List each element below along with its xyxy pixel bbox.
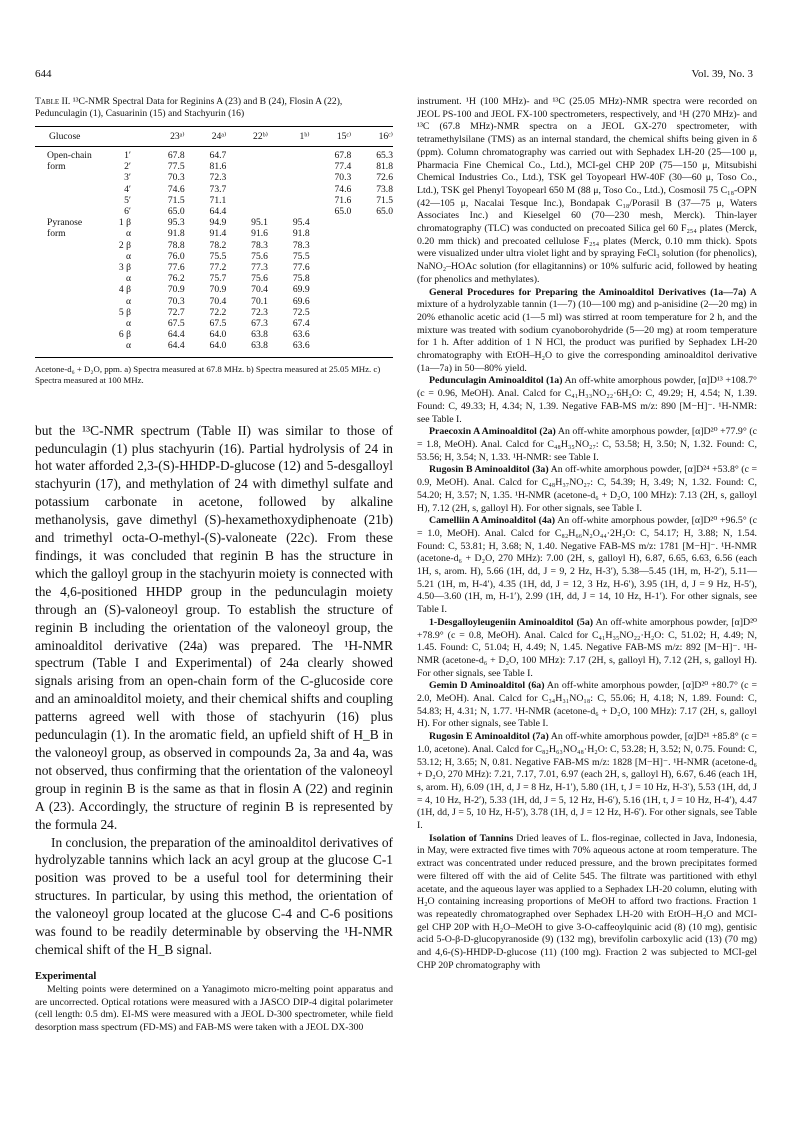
- table-row: [35, 228, 393, 239]
- paragraph-title: Camelliin A Aminoalditol (4a): [429, 515, 556, 527]
- table-cell: 6 β: [118, 329, 131, 341]
- table-cell: [351, 340, 393, 357]
- paragraph-text: An off-white amorphous powder, [α]D²⁰ +78.9° (c = 0.8, MeOH). Anal. Calcd for C₄₁H₃₅NO₂₂·H₂O: C, 51.02; H, 4.49; N, 1.45. Found: C, 51.04; H, 4.49; N, 1.45. Negative FAB-MS m/z: 892 [M−H]⁻. ¹H-NMR (acetone-d₆ + D₂O, 100 MHz): 7.17 (2H, s, galloyl H), 7.12 (2H, s, galloyl H). For other signals, see Table I.: [417, 616, 757, 679]
- table-column-header: 22ᵇ⁾: [226, 127, 268, 147]
- table-cell: [268, 195, 310, 206]
- table-cell: [351, 329, 393, 340]
- table-cell: [226, 172, 268, 183]
- table-cell: 81.8: [376, 161, 393, 173]
- paragraph-text: A mixture of a hydrolyzable tannin (1—7) (10—100 mg) and p-anisidine (2—20 mg) in 20% ethanolic acetic acid (1—5 ml) was stirred at room temperature for 2 h, and the mixture was treated with sodium cyanoborohydride (5—20 mg) at room temperature for 1 h. After addition of 1 N HCl, the product was purified by Sephadex LH-20 chromatography with EtOH–H₂O to give the corresponding aminoalditol derivative (1a—7a) in 50—80% yield.: [417, 286, 758, 374]
- table-cell: 6′: [124, 206, 131, 218]
- table-cell: [310, 296, 352, 307]
- paragraph-text: An off-white amorphous powder, [α]D²⁴ +53.8° (c = 0.9, MeOH). Anal. Calcd for C₄₈H₃₇NO₂₇: C, 54.39; H, 3.49; N, 1.32. Found: C, 54.20; H, 3.57; N, 1.35. ¹H-NMR (acetone-d₆ + D₂O, 100 MHz): 7.13 (2H, s, galloyl H), 7.12 (2H, s, galloyl H). For other signals, see Table I.: [417, 464, 758, 514]
- table-cell: α: [125, 250, 131, 262]
- experimental-paragraph: [417, 680, 757, 731]
- table-cell: 64.4: [167, 329, 185, 341]
- table-cell: 70.3: [167, 172, 185, 184]
- table-cell: 77.4: [334, 161, 352, 173]
- table-cell: 91.6: [251, 228, 268, 240]
- table-cell: [351, 284, 393, 295]
- table-cell: [310, 318, 352, 329]
- table-caption-label: Table II.: [35, 96, 71, 107]
- table-cell: 75.6: [251, 273, 268, 285]
- table-cell: [310, 240, 352, 251]
- table-cell: 64.4: [143, 340, 185, 357]
- table-cell: 65.3: [376, 150, 393, 161]
- table-row: [35, 329, 393, 340]
- table-cell: [35, 195, 107, 206]
- table-cell: 71.6: [334, 194, 352, 206]
- table-cell: 70.1: [251, 295, 268, 307]
- paragraph-title: Praecoxin A Aminoalditol (2a): [429, 426, 556, 438]
- table-cell: 73.8: [376, 183, 393, 195]
- table-cell: 72.7: [167, 306, 185, 318]
- paragraph-title: Pedunculagin Aminoalditol (1a): [429, 375, 563, 387]
- table-cell: 3 β: [118, 262, 131, 274]
- paragraph-text: Dried leaves of L. flos-reginae, collected in Java, Indonesia, in May, were extracted five times with 70% aqueous actone at room temperature. The extract was concentrated under reduced pressure, and the brown precipitates formed were filtered off with the aid of Celite 545. The filtrate was partitioned with ethyl acetate, and the aqueous layer was applied to a Sephadex LH-20 column, eluting with H₂O containing increasing proportions of MeOH to afford two fractions. Fraction 1 was repeatedly chromatographed over Sephadex LH-20 with EtOH–H₂O and MCI-gel CHP 20P with H₂O–MeOH to give 3-O-caffeoylquinic acid (8) (10 mg), gentisic acid 5-O-β-D-glucopyranoside (9) (132 mg), brevifolin carboxylic acid (13) (70 mg) and 4,6-(S)-HHDP-D-glucose (11) (100 mg). Fraction 2 was subjected to MCI-gel CHP 20P chromatography with: [417, 832, 758, 971]
- table-cell: 78.3: [251, 239, 268, 251]
- experimental-text: [35, 984, 393, 1035]
- table-cell: [268, 161, 310, 172]
- table-cell: [268, 184, 310, 195]
- table-cell: [226, 184, 268, 195]
- table-cell: 2 β: [118, 239, 131, 251]
- table-cell: 91.8: [292, 228, 310, 240]
- paragraph: but the ¹³C-NMR spectrum (Table II) was similar to those of pedunculagin (1) plus stachyurin (16). Partial hydrolysis of 24 in hot water afforded 2,3-(S)-HHDP-D-glucose (12) and 5-desgalloyl stachyurin (17), and methylation of 24 with dimethyl sulfate and potassium carbonate in acetone, followed by alkaline methanolysis, gave dimethyl (S)-hexamethoxydiphenoate (21b) and trimethyl octa-O-methyl-(S)-valoneate (22c). From these findings, it was concluded that reginin B has the structure in which the galloyl group in the stachyurin moiety is connected with the 4,6-positioned HHDP group in the pedunculagin moiety through an (S)-valoneoyl group. To establish the structure of reginin B including the orientation of the valoneoyl group, the aminoalditol derivative (24a) was prepared. The ¹H-NMR spectrum (Table I and Experimental) of 24a clearly showed signals arising from an open-chain form of the C-glucoside core and an aminoalditol moiety, and their chemical shifts and coupling patterns agreed well with those of stachyurin (16) plus pedunculagin (1). In the aromatic field, an upfield shift of H_B in the valoneoyl group, as observed in compounds 2a, 3a and 4a, was not observed, thus confirming that the orientation of the valoneoyl group in reginin B is the same as that in flosin A (22) and reginin A (23). Accordingly, the structure of reginin B is represented by the formula 24.: [35, 422, 393, 832]
- table-cell: 72.6: [376, 172, 393, 184]
- experimental-paragraph: [417, 833, 757, 973]
- paragraph-title: Rugosin B Aminoalditol (3a): [429, 464, 549, 476]
- discussion-text: [35, 422, 393, 959]
- experimental-heading: Experimental: [35, 970, 97, 982]
- table-cell: 75.8: [292, 273, 310, 285]
- table-cell: 77.2: [209, 262, 227, 274]
- table-cell: [35, 329, 107, 340]
- table-cell: [268, 147, 310, 162]
- table-cell: 4′: [124, 183, 131, 195]
- table-cell: [35, 184, 107, 195]
- paragraph-title: 1-Desgalloyleugeniin Aminoalditol (5a): [429, 616, 594, 628]
- paragraph-title: Gemin D Aminoalditol (6a): [429, 680, 545, 692]
- table-cell: [351, 307, 393, 318]
- table-cell: 72.5: [292, 306, 310, 318]
- table-cell: 94.9: [209, 217, 227, 229]
- table-cell: α: [125, 228, 131, 240]
- paragraph-text: An off-white amorphous powder, [α]D²⁰ +96.5° (c = 1.0, MeOH). Anal. Calcd for C₈₂H₆₆N₂O₄₄·2H₂O: C, 54.17; H, 3.88; N, 1.54. Found: C, 53.81; H, 3.68; N, 1.40. Negative FAB-MS m/z: 1781 [M−H]⁻. ¹H-NMR (acetone-d₆ + D₂O, 270 MHz): 7.00 (2H, s, galloyl H), 6.87, 6.65, 6.63, 6.56 (each 1H, s, arom. H), 5.66 (1H, dd, J = 9, 2 Hz, H-3′), 5.38—5.45 (1H, m, H-2′), 5.11—5.21 (1H, m, H-4′), 4.35 (1H, dd, J = 12, 3 Hz, H-6′), 3.95 (1H, d, J = 9 Hz, H-5′), 4.50—3.60 (1H, m, H-1′), 2.99 (1H, dd, J = 14, 10 Hz, H-1′). For other signals, see Table I.: [417, 515, 757, 616]
- table-cell: [310, 251, 352, 262]
- table-cell: 71.1: [209, 194, 227, 206]
- table-cell: 64.0: [209, 329, 227, 341]
- table-cell: Pyranose: [47, 217, 83, 229]
- table-header-row: [35, 127, 393, 147]
- table-cell: 75.5: [209, 250, 227, 262]
- table-cell: 5 β: [118, 306, 131, 318]
- table-cell: 81.6: [209, 161, 227, 173]
- table-cell: 3′: [124, 172, 131, 184]
- table-cell: [35, 340, 107, 357]
- table-cell: 70.3: [167, 295, 185, 307]
- table-cell: [35, 206, 107, 217]
- table-cell: [35, 296, 107, 307]
- table-cell: 67.8: [334, 150, 352, 161]
- table-column-header: 23ᵃ⁾: [143, 127, 185, 147]
- experimental-paragraph: [417, 515, 757, 617]
- table-cell: 67.5: [209, 318, 227, 330]
- table-cell: 77.6: [292, 262, 310, 274]
- table-cell: [351, 228, 393, 239]
- table-row: [35, 161, 393, 172]
- table-cell: [226, 195, 268, 206]
- table-cell: 63.8: [226, 340, 268, 357]
- paragraph-text: An off-white amorphous powder, [α]D¹³ +108.7° (c = 0.96, MeOH). Anal. Calcd for C₄₁H₃₃NO₂₂·6H₂O: C, 49.29; H, 4.54; N, 1.39. Found: C, 49.33; H, 4.34; N, 1.39. Negative FAB-MS m/z: 890 [M−H]⁻. ¹H-NMR: see Table I.: [417, 375, 757, 425]
- table-cell: 91.8: [167, 228, 185, 240]
- table-cell: [226, 206, 268, 217]
- table-cell: 78.2: [209, 239, 227, 251]
- table-cell: 76.2: [167, 273, 185, 285]
- table-cell: Open-chain: [47, 150, 92, 161]
- table-cell: 77.5: [167, 161, 185, 173]
- table-cell: 91.4: [209, 228, 227, 240]
- table-row: [35, 296, 393, 307]
- table-column-header: [107, 127, 143, 147]
- table-cell: 78.3: [292, 239, 310, 251]
- table-cell: [35, 284, 107, 295]
- table-cell: 63.6: [268, 340, 310, 357]
- table-cell: [310, 329, 352, 340]
- table-cell: 67.8: [167, 150, 185, 161]
- table-cell: [35, 273, 107, 284]
- table-cell: [351, 318, 393, 329]
- table-cell: 1 β: [118, 217, 131, 229]
- journal-volume: Vol. 39, No. 3: [691, 68, 753, 80]
- table-row: [35, 172, 393, 183]
- table-row: [35, 284, 393, 295]
- experimental-paragraph: [417, 617, 757, 681]
- table-cell: 75.5: [292, 250, 310, 262]
- table-cell: 5′: [124, 194, 131, 206]
- experimental-paragraph: [417, 287, 757, 376]
- table-cell: α: [107, 340, 143, 357]
- table-row: [35, 217, 393, 228]
- paragraph: In conclusion, the preparation of the aminoalditol derivatives of hydrolyzable tannins which lack an acyl group at the glucose C-1 position was proved to be a useful tool for determining their structures. In particular, by using this method, the orientation of the valoneoyl group located at the glucose C-4 and C-6 positions was found to be readily determinable by observing the ¹H-NMR chemical shift of the H_B signal.: [35, 834, 393, 957]
- table-cell: 70.4: [209, 295, 227, 307]
- experimental-details: [417, 96, 757, 973]
- table-row: [35, 147, 393, 162]
- right-column: [417, 96, 757, 973]
- table-cell: 67.4: [292, 318, 310, 330]
- table-cell: 95.3: [167, 217, 185, 229]
- table-row: [35, 318, 393, 329]
- table-cell: 70.4: [251, 284, 268, 296]
- table-cell: [226, 147, 268, 162]
- table-cell: 70.3: [334, 172, 352, 184]
- table-cell: [310, 262, 352, 273]
- table-cell: 70.9: [167, 284, 185, 296]
- table-cell: 72.2: [209, 306, 227, 318]
- table-body: [35, 147, 393, 358]
- table-cell: 71.5: [376, 194, 393, 206]
- table-cell: 63.8: [251, 329, 268, 341]
- table-cell: [35, 251, 107, 262]
- table-cell: 65.0: [376, 206, 393, 218]
- table-cell: 65.0: [334, 206, 352, 218]
- left-column: [35, 96, 393, 1035]
- table-cell: 69.6: [292, 295, 310, 307]
- experimental-paragraph: [417, 464, 757, 515]
- table-cell: [351, 217, 393, 228]
- table-cell: 74.6: [167, 183, 185, 195]
- table-row: [35, 195, 393, 206]
- paragraph: Melting points were determined on a Yanagimoto micro-melting point apparatus and are uncorrected. Optical rotations were measured with a JASCO DIP-4 digital polarimeter (cell length: 0.5 dm). EI-MS were measured with a JEOL D-300 spectrometer, while field desorption mass spectrum (FD-MS) and FAB-MS were taken with a JEOL DX-300: [35, 983, 393, 1033]
- paragraph-text: An off-white amorphous powder, [α]D²¹ +85.8° (c = 1.0, acetone). Anal. Calcd for C₈₂H₆₃NO₄₈·H₂O: C, 53.28; H, 3.52; N, 0.75. Found: C, 53.12; H, 3.65; N, 0.81. Negative FAB-MS m/z: 1828 [M−H]⁻. ¹H-NMR (acetone-d₆ + D₂O, 270 MHz): 7.21, 7.17, 7.01, 6.97 (each 2H, s, galloyl H), 6.67, 6.46 (each 1H, s, arom. H), 6.09 (1H, d, J = 8 Hz, H-1′), 5.80 (1H, t, J = 10 Hz, H-3′), 5.53 (1H, dd, J = 4, 10 Hz, H-2′), 5.33 (1H, dd, J = 5, 12 Hz, H-6′), 5.16 (1H, t, J = 10 Hz, H-4′), 4.47 (1H, dd, J = 5, 10 Hz, H-5′), 3.78 (1H, d, J = 12 Hz, H-6′). For other signals, see Table I.: [417, 731, 757, 832]
- table-row: [35, 273, 393, 284]
- table-cell: [35, 172, 107, 183]
- table-cell: [351, 296, 393, 307]
- table-cell: [351, 251, 393, 262]
- table-cell: [35, 240, 107, 251]
- paragraph-text: An off-white amorphous powder, [α]D²⁰ +77.9° (c = 1.8, MeOH). Anal. Calcd for C₄₈H₃₅NO₂₇: C, 53.58; H, 3.50; N, 1.32. Found: C, 53.56; H, 3.54; N, 1.33. ¹H-NMR: see Table I.: [417, 426, 757, 463]
- table-cell: form: [47, 161, 66, 173]
- nmr-table: [35, 126, 393, 358]
- table-cell: [268, 172, 310, 183]
- table-cell: α: [125, 273, 131, 285]
- experimental-paragraph: [417, 731, 757, 833]
- table-cell: [351, 240, 393, 251]
- table-cell: 4 β: [118, 284, 131, 296]
- table-cell: [310, 217, 352, 228]
- table-row: [35, 240, 393, 251]
- table-cell: 64.0: [185, 340, 227, 357]
- table-cell: [310, 340, 352, 357]
- table-cell: 67.5: [167, 318, 185, 330]
- table-cell: [310, 228, 352, 239]
- experimental-paragraph: [417, 375, 757, 426]
- table-cell: 95.1: [251, 217, 268, 229]
- paragraph-text: instrument. ¹H (100 MHz)- and ¹³C (25.05 MHz)-NMR spectra were recorded on JEOL PS-100 and JEOL FX-100 spectrometers, respectively, and ¹H (270 MHz)- and ¹³C (67.8 MHz)-NMR spectra on a JEOL GX-270 spectrometer, with tetramethylsilane (TMS) as an internal standard, the chemical shifts being given in δ (ppm). Column chromatography was carried out with Sephadex LH-20 (25—100 μ, Pharmacia Fine Chemical Co., Ltd.), MCI-gel CHP 20P (75—150 μ, Mitsubishi Chemical Industries Co., Ltd.), TSK gel Toyopearl HW-40F (30—60 μ, Toso Co., Ltd.), TSK gel Phenyl Toyopearl 650 M (88 μ, Toso Co., Ltd.), Cosmosil 75 C₁₈-OPN (42—105 μ, Nacalai Tesque Inc.), Bondapak C₁₈/Porasil B (37—75 μ, Waters Associates Inc.) and Kieselgel 60 (70—230 mesh, Merck). Thin-layer chromatography (TLC) was conducted on precoated Silica gel 60 F₂₅₄ plates (Merck, 0.20 mm thick) and precoated cellulose F₂₅₄ plates (Merck, 0.10 mm thick). Spots were visualized under ultra violet light and by spraying FeCl₃ solution (for phenolics), NaNO₂–HOAc solution (for ellagitannins) or 10% sulfuric acid, followed by heating (for phenolics and methylates).: [417, 96, 757, 285]
- table-cell: [310, 273, 352, 284]
- table-cell: 64.7: [209, 150, 227, 161]
- table-cell: [268, 206, 310, 217]
- table-cell: [35, 307, 107, 318]
- table-cell: [226, 161, 268, 172]
- table-row: [35, 262, 393, 273]
- table-row: [35, 206, 393, 217]
- experimental-paragraph: [417, 426, 757, 464]
- table-cell: 78.8: [167, 239, 185, 251]
- table-cell: 77.3: [251, 262, 268, 274]
- table-cell: 76.0: [167, 250, 185, 262]
- table-caption-text: ¹³C-NMR Spectral Data for Reginins A (23) and B (24), Flosin A (22), Pedunculagin (1), Casuarinin (15) and Stachyurin (16): [35, 96, 343, 119]
- table-row: [35, 307, 393, 318]
- table-cell: 2′: [124, 161, 131, 173]
- table-cell: 72.3: [209, 172, 227, 184]
- table-column-header: 15ᶜ⁾: [310, 127, 352, 147]
- table-row: [35, 340, 393, 357]
- table-cell: 67.3: [251, 318, 268, 330]
- table-cell: 69.9: [292, 284, 310, 296]
- paragraph-title: Rugosin E Aminoalditol (7a): [429, 731, 549, 743]
- table-cell: 73.7: [209, 183, 227, 195]
- table-cell: 95.4: [292, 217, 310, 229]
- table-cell: [351, 273, 393, 284]
- table-column-header: 1ᵇ⁾: [268, 127, 310, 147]
- experimental-paragraph: [417, 96, 757, 287]
- table-cell: 71.5: [167, 194, 185, 206]
- table-cell: 1′: [124, 150, 131, 161]
- table-cell: 72.3: [251, 306, 268, 318]
- table-cell: α: [125, 318, 131, 330]
- table-cell: 74.6: [334, 183, 352, 195]
- table-caption: [35, 96, 393, 120]
- page-number: 644: [35, 68, 52, 80]
- table-cell: 64.4: [209, 206, 227, 218]
- table-row: [35, 184, 393, 195]
- table-cell: α: [125, 295, 131, 307]
- table-cell: 70.9: [209, 284, 227, 296]
- paragraph-title: Isolation of Tannins: [429, 832, 514, 844]
- table-row: [35, 251, 393, 262]
- paragraph-title: General Procedures for Preparing the Aminoalditol Derivatives (1a—7a): [429, 286, 747, 298]
- table-column-header: 24ᵃ⁾: [185, 127, 227, 147]
- table-cell: 75.7: [209, 273, 227, 285]
- table-cell: [310, 284, 352, 295]
- table-column-header: Glucose: [35, 127, 107, 147]
- table-cell: [35, 318, 107, 329]
- table-cell: 77.6: [167, 262, 185, 274]
- table-footnote: Acetone-d₆ + D₂O, ppm. a) Spectra measured at 67.8 MHz. b) Spectra measured at 25.05 MHz. c) Spectra measured at 100 MHz.: [35, 363, 381, 385]
- table-column-header: 16ᶜ⁾: [351, 127, 393, 147]
- table-cell: 65.0: [167, 206, 185, 218]
- table-cell: [351, 262, 393, 273]
- table-cell: [310, 307, 352, 318]
- table-cell: [35, 262, 107, 273]
- table-cell: 63.6: [292, 329, 310, 341]
- table-cell: form: [47, 228, 66, 240]
- table-cell: 75.6: [251, 250, 268, 262]
- paragraph-text: An off-white amorphous powder, [α]D²⁰ +80.7° (c = 2.0, MeOH). Anal. Calcd for C₃₄H₃₁NO₁₈: C, 55.06; H, 4.18; N, 1.89. Found: C, 54.83; H, 4.31; N, 1.77. ¹H-NMR (acetone-d₆ + D₂O, 100 MHz): 7.17 (2H, s, galloyl H). For other signals, see Table I.: [417, 680, 757, 730]
